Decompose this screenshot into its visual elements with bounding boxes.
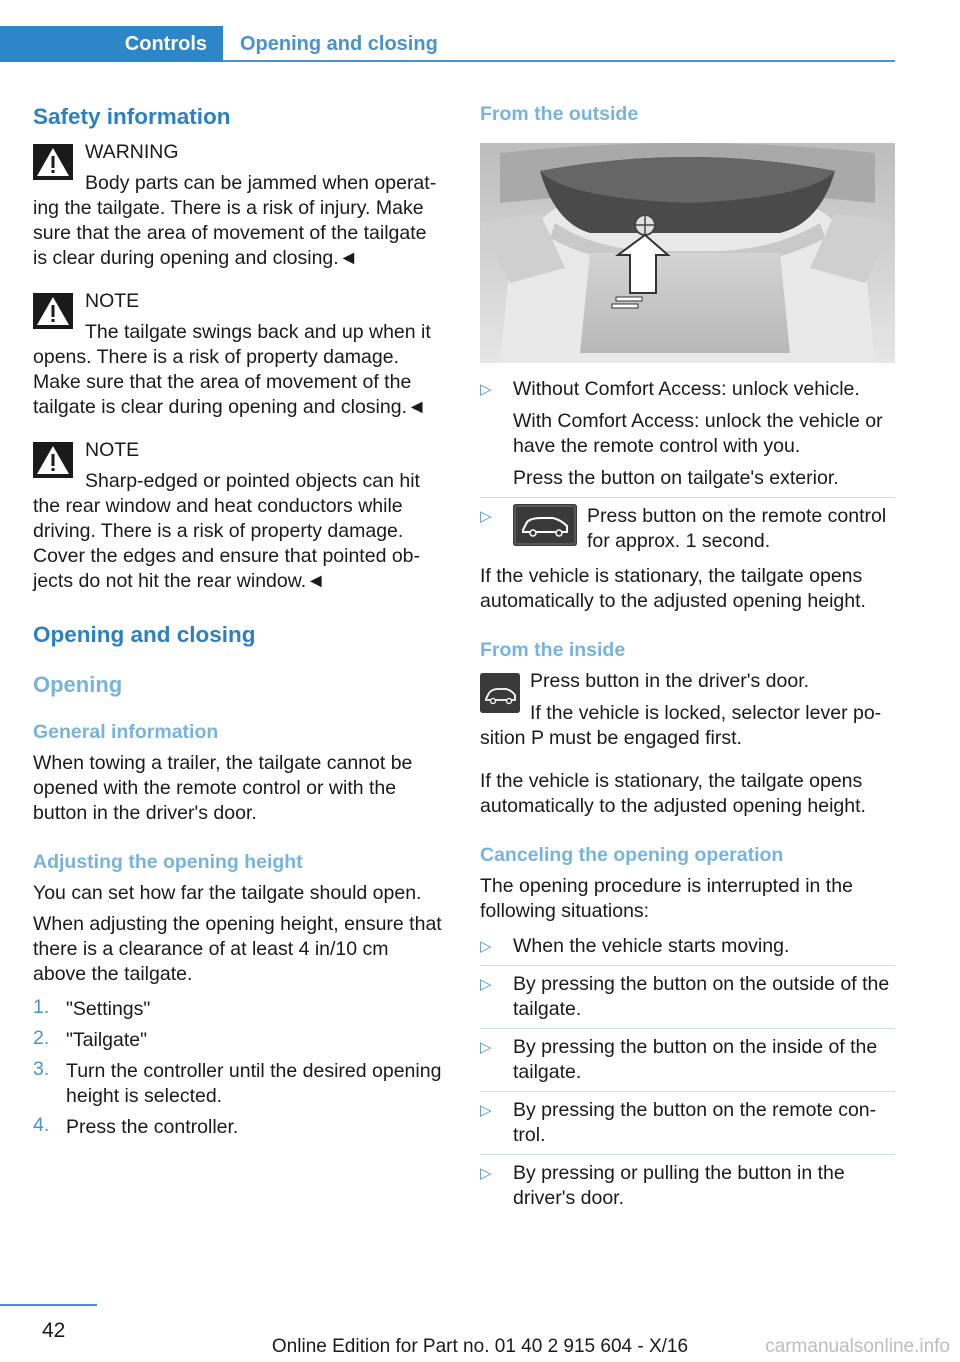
triangle-marker-icon: ▷	[480, 1102, 492, 1119]
step-number: 2.	[33, 1027, 50, 1049]
adjust-height-note: When adjusting the opening height, ensure that there is a clearance of at least 4 in/10 cm above the tailgate.	[33, 913, 442, 985]
triangle-marker-icon: ▷	[480, 976, 492, 993]
remote-tailgate-button-icon	[513, 504, 577, 546]
list-item	[480, 966, 895, 1029]
list-item	[33, 1113, 443, 1144]
triangle-marker-icon: ▷	[480, 1039, 492, 1056]
cancel-intro: The opening procedure is interrupted in the following situations:	[480, 875, 853, 922]
right-column	[480, 102, 895, 1217]
step-number: 3.	[33, 1058, 50, 1080]
general-info-heading: General information	[33, 721, 219, 743]
list-item	[33, 1026, 443, 1057]
step-text: With Comfort Access: unlock the vehicle or have the remote control with you.	[513, 410, 883, 457]
triangle-marker-icon: ▷	[480, 508, 492, 525]
cancel-heading: Canceling the opening operation	[480, 844, 784, 866]
step-number: 4.	[33, 1114, 50, 1136]
cancel-list	[480, 928, 895, 1217]
note-text: The tailgate swings back and up when it opens. There is a risk of property damage. Make sure that the area of movement of the tailgate is clear during opening and closing.◄	[33, 321, 431, 418]
adjust-height-heading: Adjusting the opening height	[33, 851, 303, 873]
list-item	[480, 1155, 895, 1217]
safety-heading: Safety information	[33, 104, 231, 129]
tailgate-illustration	[480, 143, 895, 363]
warning-text: Body parts can be jammed when operating the tailgate. There is a risk of injury. Make sure that the area of movement of the tailgate is clear during opening and closing.◄	[33, 172, 437, 269]
general-info-text: When towing a trailer, the tailgate cannot be opened with the remote control or with the button in the driver's door.	[33, 752, 413, 824]
door-tailgate-button-icon	[480, 673, 520, 713]
inside-text: Press button in the driver's door.	[530, 670, 810, 692]
note-block-1	[33, 289, 443, 420]
watermark: carmanualsonline.info	[765, 1336, 950, 1357]
warning-label: WARNING	[85, 141, 179, 163]
list-item	[480, 1029, 895, 1092]
footer-rule	[0, 1304, 97, 1306]
note-label: NOTE	[85, 439, 140, 461]
step-text: Turn the controller until the desired opening height is selected.	[66, 1060, 442, 1107]
outside-steps-list	[480, 371, 895, 560]
page-number: 42	[42, 1319, 66, 1342]
list-item	[480, 498, 895, 560]
cancel-item-text: By pressing or pulling the button in the driver's door.	[513, 1162, 845, 1209]
step-text: Press the controller.	[66, 1116, 239, 1138]
list-item	[480, 1092, 895, 1155]
cancel-item-text: By pressing the button on the inside of the tailgate.	[513, 1036, 878, 1083]
cancel-item-text: By pressing the button on the outside of the tailgate.	[513, 973, 890, 1020]
triangle-marker-icon: ▷	[480, 381, 492, 398]
inside-note: If the vehicle is locked, selector lever position P must be engaged first.	[480, 702, 882, 749]
cancel-item-text: By pressing the button on the remote control.	[513, 1099, 877, 1146]
inside-block	[480, 669, 895, 751]
steps-list	[33, 995, 443, 1144]
step-text: Press button on the remote control for approx. 1 second.	[587, 505, 887, 552]
cancel-item-text: When the vehicle starts moving.	[513, 935, 790, 957]
chapter-title: Opening and closing	[240, 33, 438, 55]
left-column	[33, 102, 443, 1144]
list-item	[480, 928, 895, 966]
section-tab: Controls	[0, 26, 223, 62]
opening-heading: Opening	[33, 672, 123, 697]
triangle-marker-icon: ▷	[480, 938, 492, 955]
list-item	[33, 1057, 443, 1113]
opening-closing-heading: Opening and closing	[33, 622, 256, 647]
list-item	[480, 371, 895, 498]
warning-block	[33, 140, 443, 271]
step-number: 1.	[33, 996, 50, 1018]
note-label: NOTE	[85, 290, 140, 312]
note-block-2	[33, 438, 443, 594]
step-text: "Tailgate"	[66, 1029, 148, 1051]
page-header	[0, 26, 895, 62]
step-text: "Settings"	[66, 998, 151, 1020]
from-outside-heading: From the outside	[480, 103, 639, 125]
inside-result-text: If the vehicle is stationary, the tailgate opens automatically to the adjusted opening height.	[480, 770, 866, 817]
list-item	[33, 995, 443, 1026]
warning-triangle-icon	[33, 144, 73, 180]
step-text: Press the button on tailgate's exterior.	[513, 467, 839, 489]
step-text: Without Comfort Access: unlock vehicle.	[513, 378, 860, 400]
triangle-marker-icon: ▷	[480, 1165, 492, 1182]
note-text: Sharp-edged or pointed objects can hit the rear window and heat conductors while driving. There is a risk of property damage. Cover the edges and ensure that pointed objects do not hit the rear window.◄	[33, 470, 421, 592]
outside-result-text: If the vehicle is stationary, the tailgate opens automatically to the adjusted opening height.	[480, 565, 866, 612]
from-inside-heading: From the inside	[480, 639, 626, 661]
warning-triangle-icon	[33, 293, 73, 329]
edition-text: Online Edition for Part no. 01 40 2 915 604 - X/16	[271, 1336, 689, 1357]
adjust-height-text: You can set how far the tailgate should open.	[33, 882, 422, 904]
warning-triangle-icon	[33, 442, 73, 478]
